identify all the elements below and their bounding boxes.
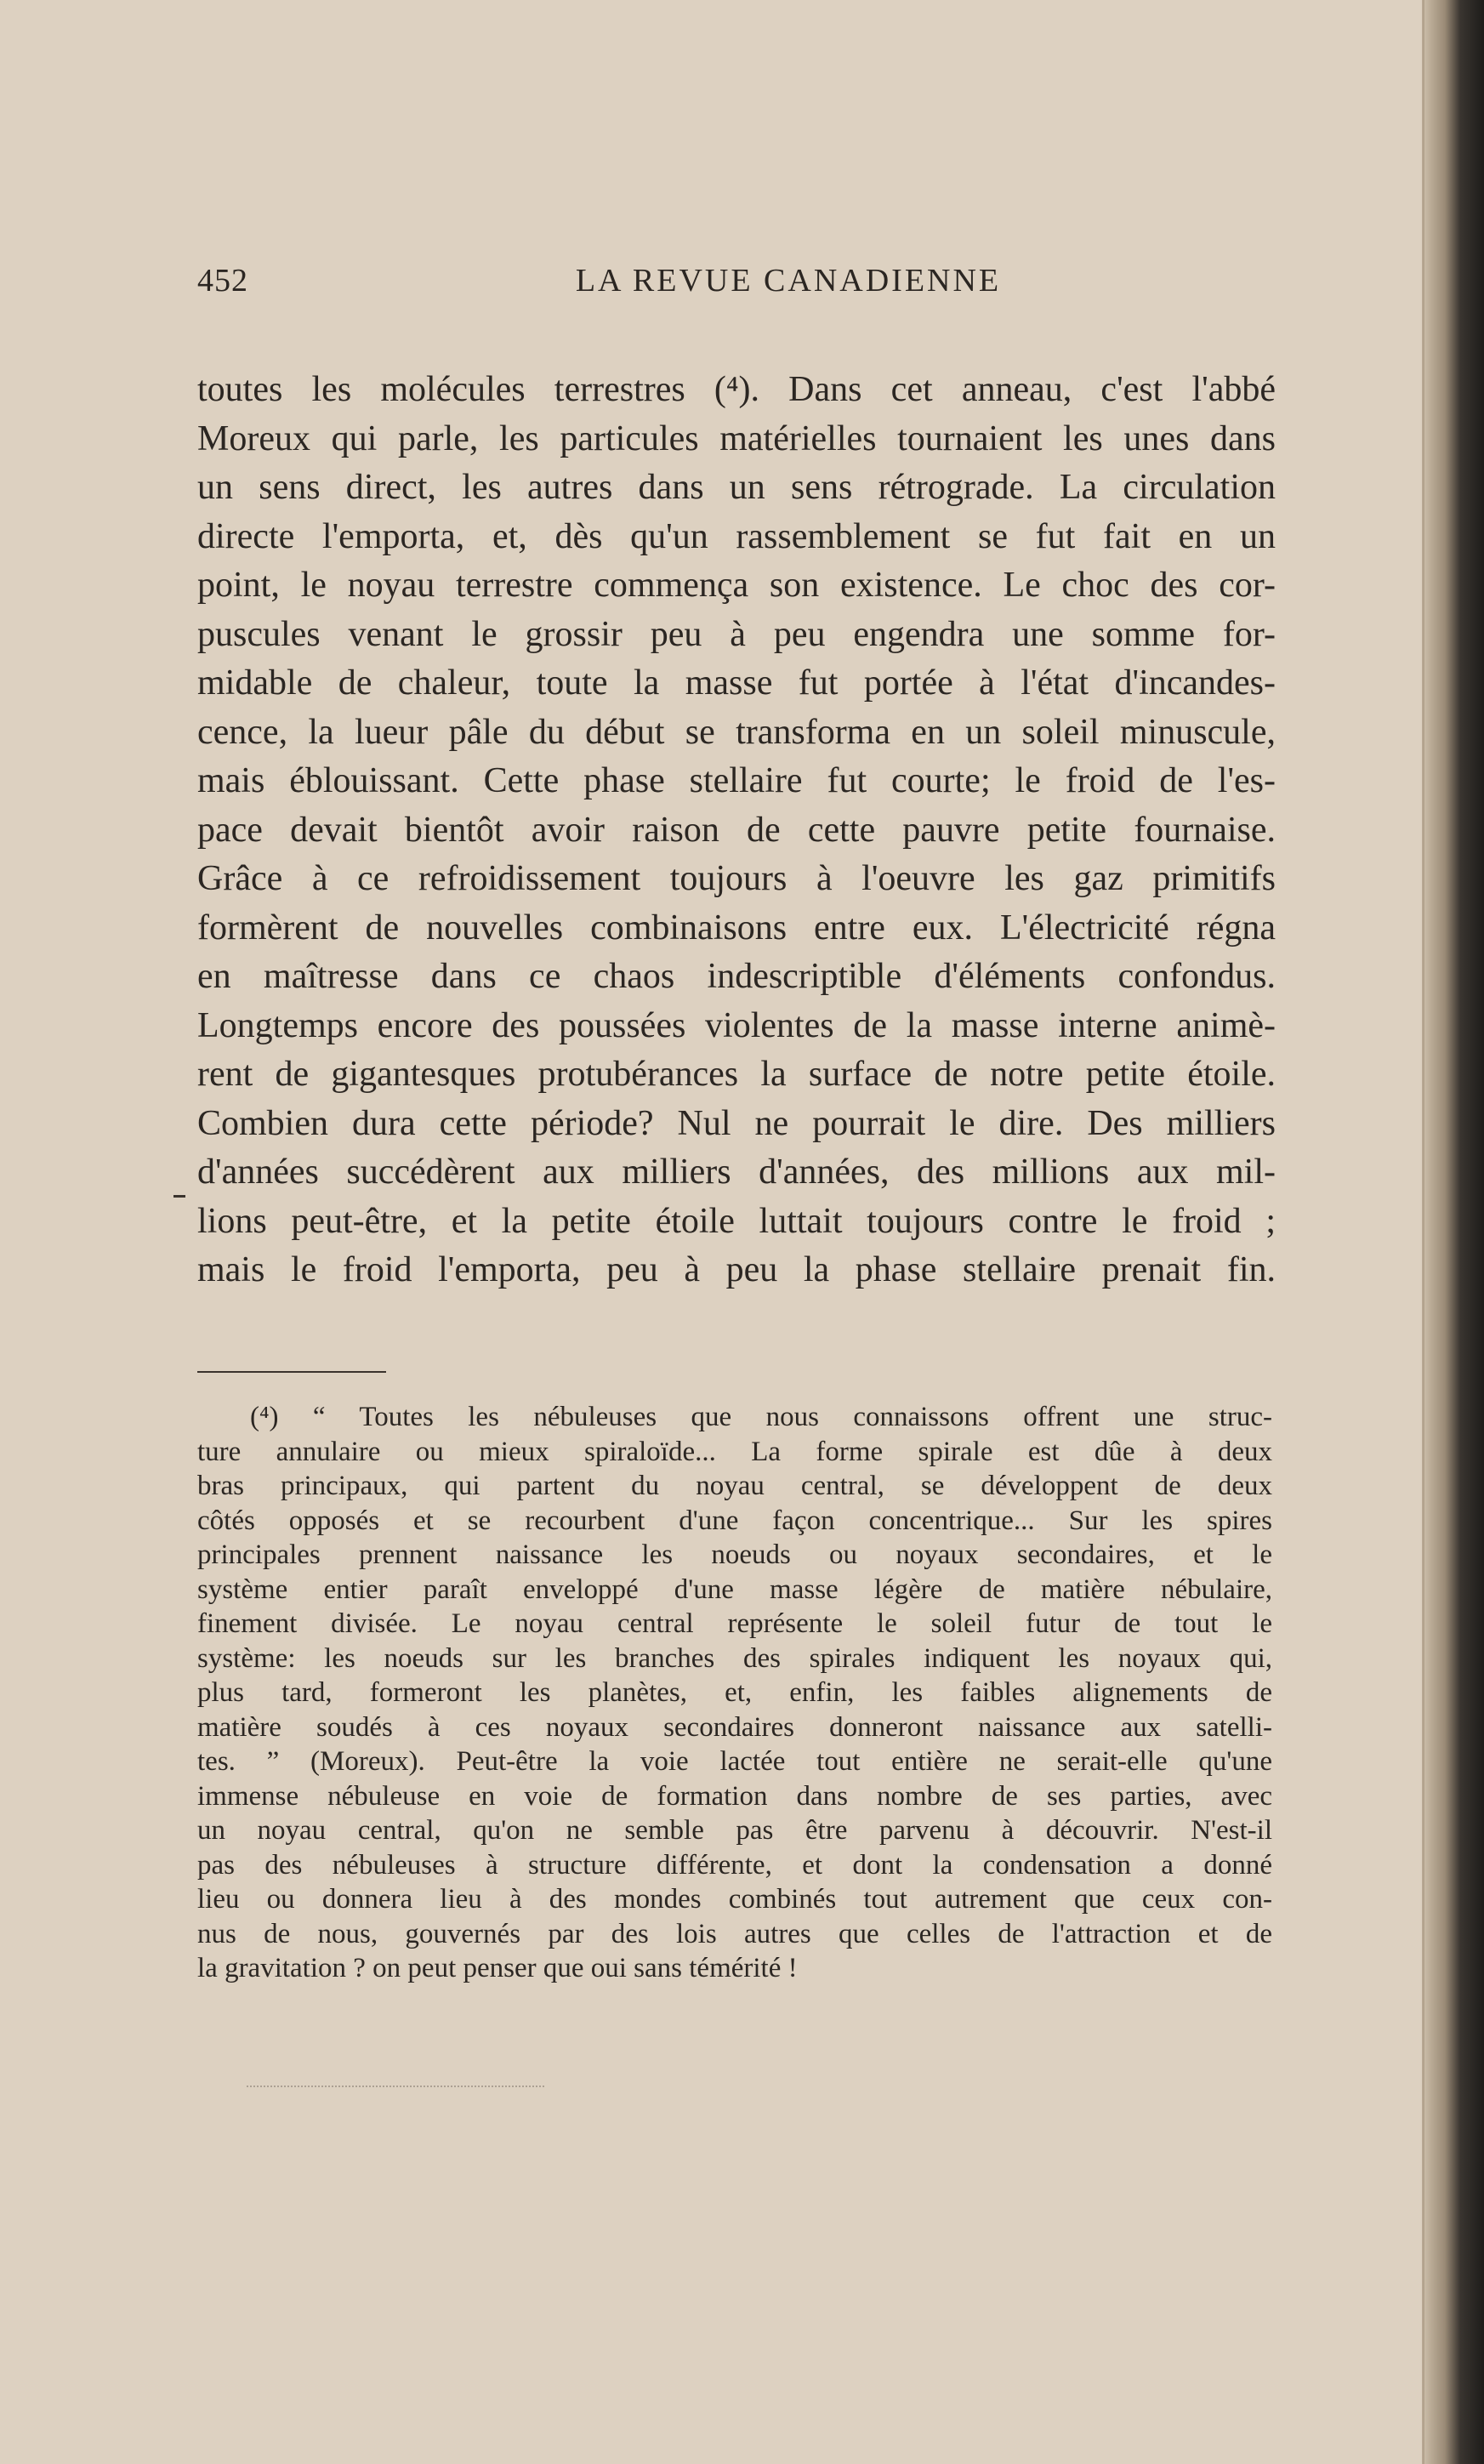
page-fold-line	[1422, 0, 1424, 2464]
page-binding-edge	[1423, 0, 1484, 2464]
body-line: mais le froid l'emporta, peu à peu la phase stellaire prenait fin.	[197, 1250, 1276, 1289]
footnote-line: système: les noeuds sur les branches des spirales indiquent les noyaux qui,	[197, 1642, 1272, 1674]
footnote-line: lieu ou donnera lieu à des mondes combinés tout autrement que ceux con-	[197, 1884, 1272, 1915]
footnote-line: système entier paraît enveloppé d'une masse légère de matière nébulaire,	[197, 1573, 1272, 1605]
footnote-line: la gravitation ? on peut penser que oui sans témérité !	[197, 1953, 798, 1983]
body-line: formèrent de nouvelles combinaisons entre eux. L'électricité régna	[197, 908, 1276, 947]
footnote-line: (⁴) “ Toutes les nébuleuses que nous connaissons offrent une struc-	[250, 1402, 1272, 1432]
body-paragraph	[197, 366, 1276, 1295]
body-line: directe l'emporta, et, dès qu'un rassemblement se fut fait en un	[197, 516, 1276, 556]
footnote-line: immense nébuleuse en voie de formation dans nombre de ses parties, avec	[197, 1780, 1272, 1812]
footnote-line: côtés opposés et se recourbent d'une façon concentrique... Sur les spires	[197, 1505, 1272, 1536]
body-line: point, le noyau terrestre commença son existence. Le choc des cor-	[197, 566, 1276, 605]
footnote-line: tes. ” (Moreux). Peut-être la voie lactée tout entière ne serait-elle qu'une	[197, 1746, 1272, 1777]
body-line: pace devait bientôt avoir raison de cette pauvre petite fournaise.	[197, 810, 1276, 850]
body-line: Moreux qui parle, les particules matérielles tournaient les unes dans	[197, 418, 1276, 458]
body-line: rent de gigantesques protubérances la surface de notre petite étoile.	[197, 1055, 1276, 1094]
footnote-line: pas des nébuleuses à structure différente, et dont la condensation a donné	[197, 1849, 1272, 1881]
footnote-line: plus tard, formeront les planètes, et, enfin, les faibles alignements de	[197, 1677, 1272, 1708]
margin-mark	[173, 1195, 185, 1198]
footnote-line: matière soudés à ces noyaux secondaires donneront naissance aux satelli-	[197, 1711, 1272, 1743]
footnote-line: ture annulaire ou mieux spiraloïde... La forme spirale est dûe à deux	[197, 1436, 1272, 1467]
body-line: Combien dura cette période? Nul ne pourrait le dire. Des milliers	[197, 1103, 1276, 1143]
body-line: puscules venant le grossir peu à peu engendra une somme for-	[197, 614, 1276, 654]
footnote-line: finement divisée. Le noyau central représente le soleil futur de tout le	[197, 1608, 1272, 1639]
body-line: toutes les molécules terrestres (⁴). Dans cet anneau, c'est l'abbé	[197, 370, 1276, 409]
body-line: lions peut-être, et la petite étoile luttait toujours contre le froid ;	[197, 1201, 1276, 1241]
page-number: 452	[197, 263, 248, 299]
footnote-line: bras principaux, qui partent du noyau central, se développent de deux	[197, 1471, 1272, 1501]
body-line: d'années succédèrent aux milliers d'années, des millions aux mil-	[197, 1152, 1276, 1192]
footnote-block	[197, 1400, 1272, 1986]
body-line: Longtemps encore des poussées violentes de la masse interne animè-	[197, 1005, 1276, 1045]
footnote-line: un noyau central, qu'on ne semble pas être parvenu à découvrir. N'est-il	[197, 1815, 1272, 1846]
body-line: un sens direct, les autres dans un sens rétrograde. La circulation	[197, 468, 1276, 507]
footnote-line: principales prennent naissance les noeuds ou noyaux secondaires, et le	[197, 1539, 1272, 1570]
running-head	[197, 262, 1276, 304]
body-line: Grâce à ce refroidissement toujours à l'oeuvre les gaz primitifs	[197, 859, 1276, 898]
faint-dotted-mark	[247, 2086, 544, 2089]
body-line: en maîtresse dans ce chaos indescriptible d'éléments confondus.	[197, 957, 1276, 996]
body-line: mais éblouissant. Cette phase stellaire fut courte; le froid de l'es-	[197, 761, 1276, 800]
footnote-separator-rule	[197, 1371, 386, 1373]
journal-title: LA REVUE CANADIENNE	[575, 263, 1002, 299]
body-line: midable de chaleur, toute la masse fut portée à l'état d'incandes-	[197, 663, 1276, 703]
footnote-line: nus de nous, gouvernés par des lois autres que celles de l'attraction et de	[197, 1918, 1272, 1949]
body-line: cence, la lueur pâle du début se transforma en un soleil minuscule,	[197, 712, 1276, 752]
